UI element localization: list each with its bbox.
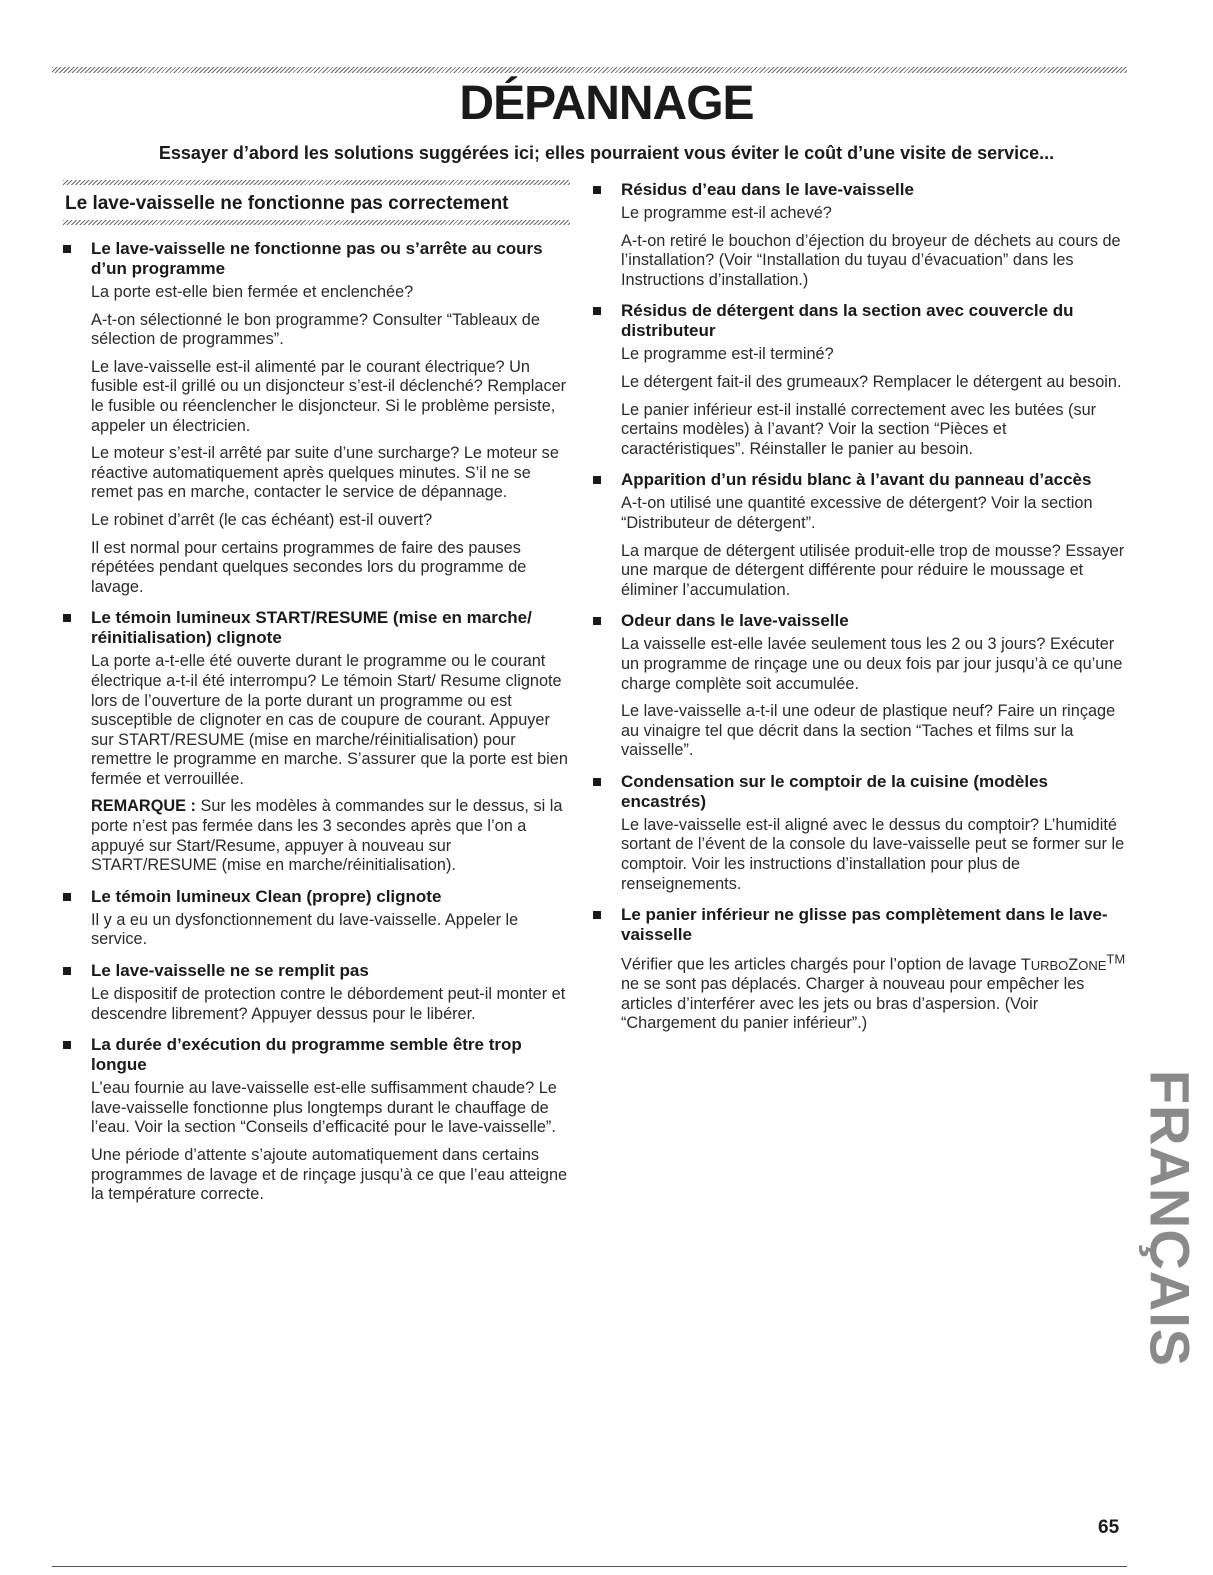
item-title: Le panier inférieur ne glisse pas complètement dans le lave-vaisselle bbox=[593, 905, 1133, 945]
note-label: REMARQUE : bbox=[91, 797, 196, 816]
item-title: Apparition d’un résidu blanc à l’avant du panneau d’accès bbox=[593, 470, 1133, 490]
troubleshoot-item bbox=[593, 470, 1133, 600]
trademark-mark: TM bbox=[1106, 951, 1126, 967]
troubleshoot-item bbox=[593, 772, 1133, 894]
troubleshoot-item bbox=[63, 608, 570, 876]
item-paragraph: Le robinet d’arrêt (le cas échéant) est-il ouvert? bbox=[91, 510, 433, 529]
troubleshoot-item bbox=[593, 301, 1133, 459]
item-title: Résidus d’eau dans le lave-vaisselle bbox=[593, 180, 1133, 200]
item-paragraph: Le lave-vaisselle a-t-il une odeur de plastique neuf? Faire un rinçage au vinaigre tel que décrit dans la section “Taches et films sur la vaisselle”. bbox=[621, 702, 1116, 760]
item-paragraph: Il est normal pour certains programmes de faire des pauses répétées pendant quelques secondes lors du programme de lavage. bbox=[91, 538, 527, 596]
item-paragraph: Le détergent fait-il des grumeaux? Remplacer le détergent au besoin. bbox=[621, 372, 1122, 391]
page-title: DÉPANNAGE bbox=[459, 77, 754, 130]
footer-rule bbox=[52, 1566, 1127, 1567]
item-paragraph: Le panier inférieur est-il installé correctement avec les butées (sur certains modèles) à l’avant? Voir la section “Pièces et caractéristiques”. Réinstaller le panier au besoin. bbox=[621, 400, 1097, 458]
bullet-icon bbox=[63, 893, 71, 901]
bullet-icon bbox=[63, 614, 71, 622]
item-paragraph: La vaisselle est-elle lavée seulement tous les 2 ou 3 jours? Exécuter un programme de rinçage une ou deux fois par jour jusqu’à ce qu’une charge complète soit accumulée. bbox=[621, 635, 1123, 693]
bullet-icon bbox=[593, 186, 601, 194]
side-tab-label: FRANÇAIS bbox=[1138, 1069, 1202, 1368]
bullet-icon bbox=[63, 1041, 71, 1049]
item-title: Le lave-vaisselle ne fonctionne pas ou s’arrête au cours d’un programme bbox=[63, 239, 570, 279]
section-rule-bottom bbox=[63, 220, 570, 225]
bullet-icon bbox=[593, 307, 601, 315]
item-paragraph: Il y a eu un dysfonctionnement du lave-vaisselle. Appeler le service. bbox=[91, 910, 519, 949]
item-title: Condensation sur le comptoir de la cuisine (modèles encastrés) bbox=[593, 772, 1133, 812]
item-paragraph: L’eau fournie au lave-vaisselle est-elle suffisamment chaude? Le lave-vaisselle fonctionne plus longtemps durant le chauffage de l’eau. Voir la section “Conseils d’efficacité pour le lave-vaisselle”. bbox=[91, 1079, 557, 1137]
item-title: La durée d’exécution du programme semble être trop longue bbox=[63, 1035, 570, 1075]
bullet-icon bbox=[63, 245, 71, 253]
item-paragraph: Le programme est-il achevé? bbox=[621, 204, 832, 222]
item-title: Résidus de détergent dans la section avec couvercle du distributeur bbox=[593, 301, 1133, 341]
troubleshoot-item bbox=[63, 1035, 570, 1205]
page-number: 65 bbox=[1098, 1517, 1120, 1538]
bullet-icon bbox=[593, 778, 601, 786]
item-paragraph: La porte a-t-elle été ouverte durant le programme ou le courant électrique a-t-il été interrompu? Le témoin Start/ Resume clignote lors de l’ouverture de la porte durant un programme ou est susceptible de clignoter en cas de coupure de courant. Appuyer sur START/RESUME (mise en marche/réinitialisation) pour remettre le programme en marche. S’assurer que la porte est bien fermée et verrouillée. bbox=[91, 652, 568, 788]
item-title: Le témoin lumineux Clean (propre) clignote bbox=[63, 887, 570, 907]
bullet-icon bbox=[63, 967, 71, 975]
item-paragraph: A-t-on utilisé une quantité excessive de détergent? Voir la section “Distributeur de détergent”. bbox=[621, 494, 1093, 532]
item-paragraph: Une période d’attente s’ajoute automatiquement dans certains programmes de lavage et de rinçage jusqu’à ce que l’eau atteigne la température correcte. bbox=[91, 1146, 568, 1204]
troubleshoot-item bbox=[593, 905, 1133, 1034]
note-paragraph bbox=[91, 797, 570, 875]
troubleshoot-item bbox=[593, 180, 1133, 290]
troubleshoot-item bbox=[63, 887, 570, 950]
header-rule bbox=[52, 67, 1127, 73]
item-paragraph: La marque de détergent utilisée produit-elle trop de mousse? Essayer une marque de détergent différente pour réduire le moussage et éliminer l’accumulation. bbox=[621, 541, 1125, 599]
item-paragraph: A-t-on sélectionné le bon programme? Consulter “Tableaux de sélection de programmes”. bbox=[91, 310, 540, 349]
item-title: Le témoin lumineux START/RESUME (mise en marche/ réinitialisation) clignote bbox=[63, 608, 570, 648]
page-subtitle: Essayer d’abord les solutions suggérées ici; elles pourraient vous éviter le coût d’une visite de service... bbox=[158, 143, 1055, 163]
left-column bbox=[63, 180, 570, 1216]
item-paragraph: Le programme est-il terminé? bbox=[621, 345, 834, 364]
item-paragraph: Le moteur s’est-il arrêté par suite d’une surcharge? Le moteur se réactive automatiquement après quelques minutes. S’il ne se remet pas en marche, contacter le service de dépannage. bbox=[91, 444, 559, 502]
item-paragraph: Le lave-vaisselle est-il alimenté par le courant électrique? Un fusible est-il grillé ou un disjoncteur s’est-il déclenché? Remplacer le fusible ou réenclencher le disjoncteur. Si le problème persiste, appeler un électricien. bbox=[91, 357, 567, 435]
troubleshoot-item bbox=[63, 961, 570, 1024]
item-paragraph: Vérifier que les articles chargés pour l’option de lavage TURBOZONE™ ne se sont pas déplacés. Charger à nouveau pour empêcher les articles d’interférer avec les jets ou bras d’aspersion. (Voir “Chargement du panier inférieur”.) bbox=[621, 951, 1126, 1033]
item-paragraph: La porte est-elle bien fermée et enclenchée? bbox=[91, 283, 414, 301]
section-rule-top bbox=[63, 180, 570, 185]
item-paragraph: Le dispositif de protection contre le débordement peut-il monter et descendre librement? Appuyer dessus pour le libérer. bbox=[91, 985, 566, 1023]
item-title: Le lave-vaisselle ne se remplit pas bbox=[63, 961, 570, 981]
bullet-icon bbox=[593, 911, 601, 919]
item-paragraph: A-t-on retiré le bouchon d’éjection du broyeur de déchets au cours de l’installation? (Voir “Installation du tuyau d’évacuation” dans les Instructions d’installation.) bbox=[621, 231, 1121, 289]
bullet-icon bbox=[593, 476, 601, 484]
right-column bbox=[593, 180, 1133, 1045]
troubleshoot-item bbox=[593, 611, 1133, 761]
language-side-tab bbox=[1138, 1062, 1202, 1368]
bullet-icon bbox=[593, 617, 601, 625]
item-paragraph: Le lave-vaisselle est-il aligné avec le dessus du comptoir? L’humidité sortant de l’évent de la console du lave-vaisselle peut se former sur le comptoir. Voir les instructions d’installation pour plus de renseignements. bbox=[621, 815, 1125, 893]
item-title: Odeur dans le lave-vaisselle bbox=[593, 611, 1133, 631]
brand-name: TURBOZONE™ bbox=[1020, 951, 1126, 974]
note-text: Sur les modèles à commandes sur le dessus, si la porte n’est pas fermée dans les 3 secondes après que l’on a appuyé sur Start/Resume, appuyer à nouveau sur START/RESUME (mise en marche/réinitialisation). bbox=[91, 797, 563, 875]
troubleshoot-item bbox=[63, 239, 570, 597]
section-title: Le lave-vaisselle ne fonctionne pas correctement bbox=[65, 193, 509, 214]
